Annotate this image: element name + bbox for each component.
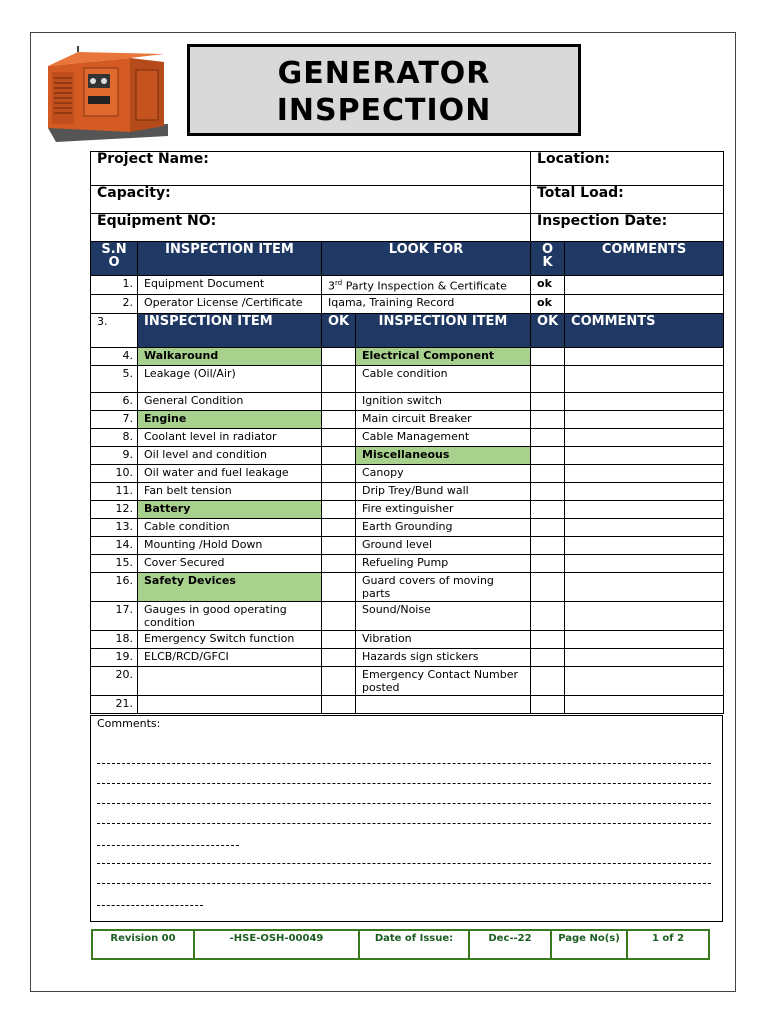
item-cell: Coolant level in radiator (138, 429, 322, 447)
row-number: 15. (91, 555, 138, 573)
ok-cell[interactable] (531, 447, 565, 465)
table-row (91, 483, 724, 501)
ok-cell[interactable] (322, 537, 356, 555)
table-row (91, 501, 724, 519)
page-number: 1 of 2 (627, 930, 709, 959)
item-cell: Ground level (356, 537, 531, 555)
ok-cell[interactable] (531, 393, 565, 411)
comment-cell[interactable] (565, 501, 724, 519)
ok-cell[interactable] (531, 667, 565, 696)
comment-cell[interactable] (565, 276, 724, 295)
page-number-label: Page No(s) (551, 930, 627, 959)
item-cell: Cable condition (138, 519, 322, 537)
comment-cell[interactable] (565, 295, 724, 314)
item-cell: Gauges in good operating condition (138, 602, 322, 631)
ok-cell[interactable] (322, 631, 356, 649)
item-cell: Ignition switch (356, 393, 531, 411)
comment-line (97, 783, 711, 784)
section-heading: Walkaround (138, 348, 322, 366)
item-cell: Emergency Switch function (138, 631, 322, 649)
item-cell: Leakage (Oil/Air) (138, 366, 322, 393)
header-ok: OK (322, 314, 356, 348)
comment-cell[interactable] (565, 348, 724, 366)
comment-cell[interactable] (565, 393, 724, 411)
ok-cell[interactable] (322, 667, 356, 696)
comment-line (97, 863, 711, 864)
ok-cell[interactable] (322, 429, 356, 447)
table-row (91, 429, 724, 447)
ok-cell[interactable] (531, 555, 565, 573)
item-cell: Equipment Document (138, 276, 322, 295)
header-look-for: LOOK FOR (322, 242, 531, 276)
table-row (91, 696, 724, 714)
inspection-date-field[interactable]: Inspection Date: (531, 214, 724, 242)
ok-cell[interactable] (531, 465, 565, 483)
comment-cell[interactable] (565, 465, 724, 483)
ok-cell[interactable] (322, 519, 356, 537)
row-number: 2. (91, 295, 138, 314)
item-cell (138, 696, 322, 714)
row-number: 20. (91, 667, 138, 696)
header-ok: O K (531, 242, 565, 276)
ok-cell[interactable] (322, 483, 356, 501)
inspection-table (90, 151, 724, 714)
header-comments: COMMENTS (565, 242, 724, 276)
comment-cell[interactable] (565, 696, 724, 714)
date-of-issue-label: Date of Issue: (359, 930, 469, 959)
ok-cell[interactable] (531, 519, 565, 537)
table-row (91, 649, 724, 667)
ok-cell[interactable] (531, 366, 565, 393)
ok-cell[interactable] (322, 501, 356, 519)
revision-label: Revision 00 (92, 930, 194, 959)
ok-cell[interactable] (531, 429, 565, 447)
date-of-issue: Dec--22 (469, 930, 551, 959)
ok-cell[interactable] (322, 366, 356, 393)
item-cell: Drip Trey/Bund wall (356, 483, 531, 501)
item-cell: Mounting /Hold Down (138, 537, 322, 555)
ok-cell[interactable]: ok (531, 276, 565, 295)
item-cell: Guard covers of moving parts (356, 573, 531, 602)
location-field[interactable]: Location: (531, 152, 724, 186)
table-row (91, 447, 724, 465)
table-row (91, 631, 724, 649)
document-footer (91, 929, 710, 960)
ok-cell[interactable] (531, 411, 565, 429)
look-for-text: Party Inspection & Certificate (342, 279, 507, 293)
row-number: 1. (91, 276, 138, 295)
row-number: 11. (91, 483, 138, 501)
table-row (91, 519, 724, 537)
ok-cell[interactable] (322, 447, 356, 465)
row-number: 10. (91, 465, 138, 483)
item-cell: Operator License /Certificate (138, 295, 322, 314)
row-number: 3. (91, 314, 138, 348)
row-number: 9. (91, 447, 138, 465)
item-cell: Oil level and condition (138, 447, 322, 465)
comment-line (97, 823, 711, 824)
comment-cell[interactable] (565, 483, 724, 501)
row-number: 8. (91, 429, 138, 447)
item-cell: Earth Grounding (356, 519, 531, 537)
ok-cell[interactable]: ok (531, 295, 565, 314)
look-for-cell (322, 276, 531, 295)
comment-cell[interactable] (565, 411, 724, 429)
item-cell: Hazards sign stickers (356, 649, 531, 667)
item-cell: Canopy (356, 465, 531, 483)
table-row (91, 366, 724, 393)
ok-cell[interactable] (322, 573, 356, 602)
ok-cell[interactable] (322, 696, 356, 714)
title-line-2: INSPECTION (276, 93, 492, 128)
item-cell: Oil water and fuel leakage (138, 465, 322, 483)
table-row (91, 537, 724, 555)
comment-cell[interactable] (565, 555, 724, 573)
look-for-cell: Iqama, Training Record (322, 295, 531, 314)
ok-cell[interactable] (531, 631, 565, 649)
table-row (91, 393, 724, 411)
ok-cell[interactable] (531, 537, 565, 555)
ok-cell[interactable] (322, 393, 356, 411)
row-number: 5. (91, 366, 138, 393)
comment-cell[interactable] (565, 447, 724, 465)
table-row (91, 348, 724, 366)
item-cell: Main circuit Breaker (356, 411, 531, 429)
comment-cell[interactable] (565, 649, 724, 667)
item-cell (356, 696, 531, 714)
ok-cell[interactable] (531, 501, 565, 519)
document-number: -HSE-OSH-00049 (194, 930, 359, 959)
title-line-1: GENERATOR (277, 56, 491, 91)
look-for-prefix: 3 (328, 279, 335, 293)
document-title (187, 44, 581, 136)
row-number: 21. (91, 696, 138, 714)
header-inspection-item-2: INSPECTION ITEM (356, 314, 531, 348)
ok-cell[interactable] (531, 573, 565, 602)
ok-cell[interactable] (322, 465, 356, 483)
total-load-field[interactable]: Total Load: (531, 186, 724, 214)
comment-cell[interactable] (565, 366, 724, 393)
row-number: 4. (91, 348, 138, 366)
row-number: 13. (91, 519, 138, 537)
row-number: 7. (91, 411, 138, 429)
comment-line (97, 763, 711, 764)
ok-cell[interactable] (322, 411, 356, 429)
comment-line (97, 803, 711, 804)
ok-cell[interactable] (531, 348, 565, 366)
table-row (91, 602, 724, 631)
comment-line (97, 845, 239, 846)
comment-line (97, 905, 203, 906)
section-heading: Safety Devices (138, 573, 322, 602)
ok-cell[interactable] (322, 555, 356, 573)
ok-cell[interactable] (531, 696, 565, 714)
comment-cell[interactable] (565, 573, 724, 602)
table-row (91, 295, 724, 314)
header-sno: S.N O (91, 242, 138, 276)
table-row (91, 667, 724, 696)
row-number: 12. (91, 501, 138, 519)
item-cell: Cable Management (356, 429, 531, 447)
header-comments: COMMENTS (565, 314, 724, 348)
comments-box[interactable] (90, 715, 723, 922)
item-cell: Refueling Pump (356, 555, 531, 573)
capacity-field[interactable]: Capacity: (91, 186, 531, 214)
ok-cell[interactable] (531, 649, 565, 667)
item-cell: Sound/Noise (356, 602, 531, 631)
row-number: 16. (91, 573, 138, 602)
ok-cell[interactable] (531, 483, 565, 501)
equipment-no-field[interactable]: Equipment NO: (91, 214, 531, 242)
ok-cell[interactable] (322, 348, 356, 366)
item-cell: Fire extinguisher (356, 501, 531, 519)
generator-icon (44, 46, 172, 144)
look-for-superscript: rd (335, 279, 343, 287)
comments-label: Comments: (97, 717, 161, 730)
header-inspection-item: INSPECTION ITEM (138, 314, 322, 348)
comment-cell[interactable] (565, 519, 724, 537)
ok-cell[interactable] (531, 602, 565, 631)
table-row (91, 555, 724, 573)
section-heading: Battery (138, 501, 322, 519)
table-row (91, 465, 724, 483)
item-cell: Fan belt tension (138, 483, 322, 501)
section-heading: Electrical Component (356, 348, 531, 366)
item-cell (138, 667, 322, 696)
item-cell: Emergency Contact Number posted (356, 667, 531, 696)
section-heading: Miscellaneous (356, 447, 531, 465)
comment-line (97, 883, 711, 884)
item-cell: Vibration (356, 631, 531, 649)
row-number: 17. (91, 602, 138, 631)
project-name-field[interactable]: Project Name: (91, 152, 531, 186)
item-cell: ELCB/RCD/GFCI (138, 649, 322, 667)
table-row (91, 276, 724, 295)
comment-cell[interactable] (565, 631, 724, 649)
comment-cell[interactable] (565, 667, 724, 696)
ok-cell[interactable] (322, 602, 356, 631)
comment-cell[interactable] (565, 602, 724, 631)
comment-cell[interactable] (565, 429, 724, 447)
row-number: 14. (91, 537, 138, 555)
section-heading: Engine (138, 411, 322, 429)
comment-cell[interactable] (565, 537, 724, 555)
item-cell: Cable condition (356, 366, 531, 393)
row-number: 18. (91, 631, 138, 649)
row-number: 6. (91, 393, 138, 411)
item-cell: General Condition (138, 393, 322, 411)
header-ok-2: OK (531, 314, 565, 348)
row-number: 19. (91, 649, 138, 667)
ok-cell[interactable] (322, 649, 356, 667)
table-row (91, 573, 724, 602)
table-row (91, 411, 724, 429)
header-inspection-item: INSPECTION ITEM (138, 242, 322, 276)
item-cell: Cover Secured (138, 555, 322, 573)
